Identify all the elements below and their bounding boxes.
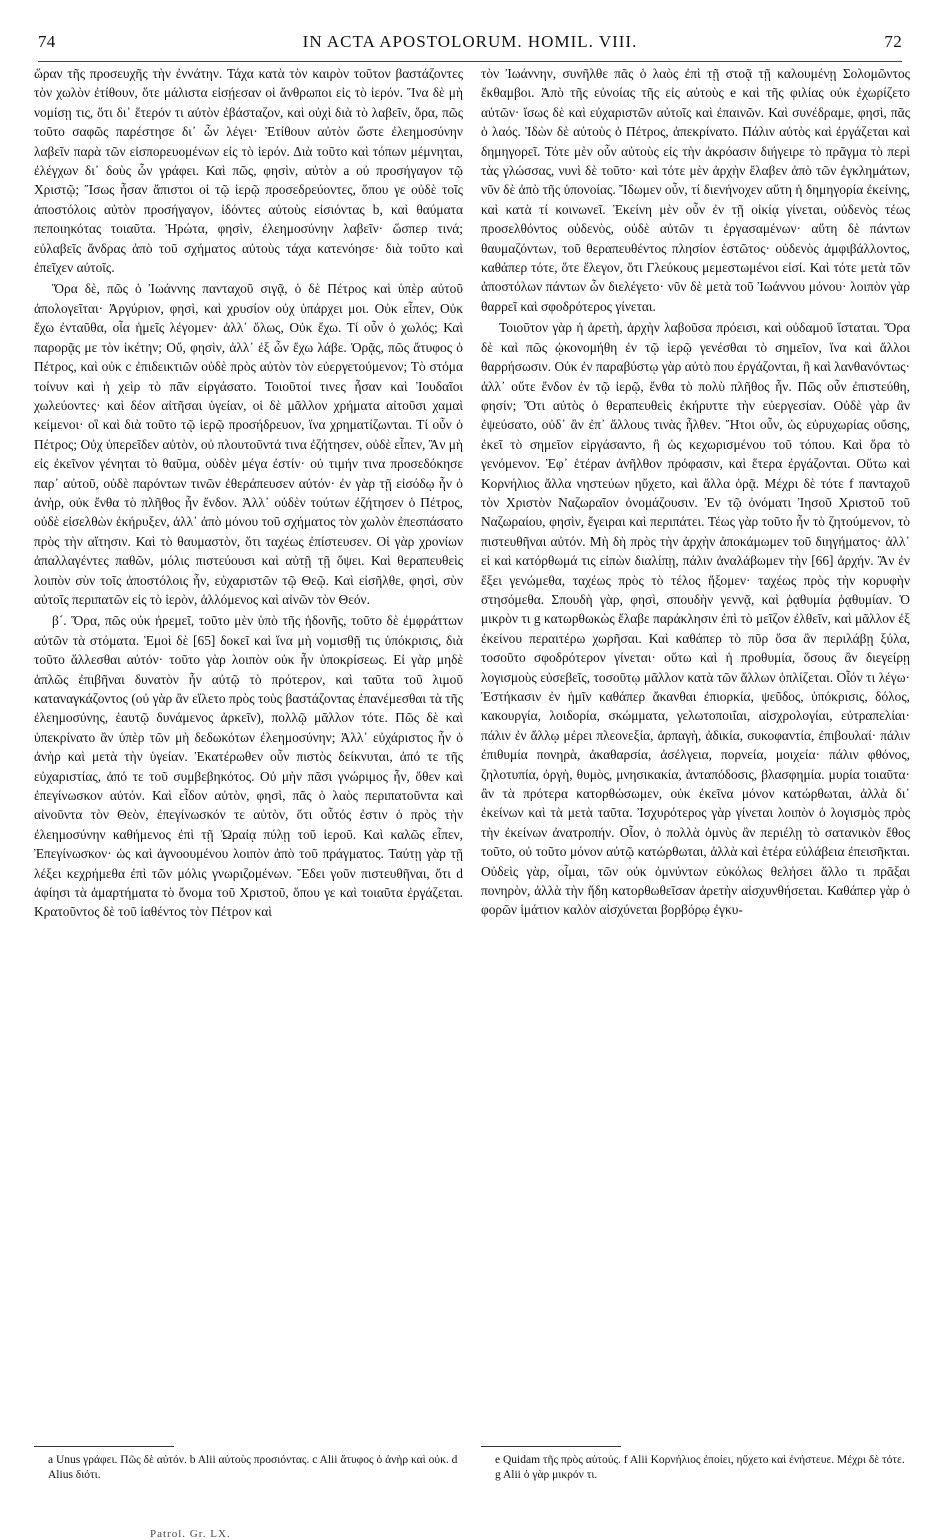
page-header — [38, 32, 902, 62]
footnote: e Quidam τῆς πρὸς αὐτούς. f Alii Κορνήλιος ἐποίει, ηὔχετο καὶ ἐνήστευε. Μέχρι δὲ τότε. g Alii ὁ γὰρ μικρόν τι. — [495, 1454, 905, 1481]
page-number-left: 74 — [38, 32, 56, 51]
running-title: IN ACTA APOSTOLORUM. HOMIL. VIII. — [302, 32, 638, 51]
footnotes-right — [481, 1453, 910, 1525]
text-columns — [34, 64, 910, 1439]
paragraph: Ὅρα δὲ, πῶς ὁ Ἰωάννης πανταχοῦ σιγᾷ, ὁ δὲ Πέτρος καὶ ὑπὲρ αὐτοῦ ἀπολογεῖται· Ἀργύριον, φησὶ, καὶ χρυσίον οὐχ ὑπάρχει μοι. Οὐκ εἶπεν, Οὐκ ἔχω ἐνταῦθα, οἷα ἡμεῖς λέγομεν· ἀλλ᾿ ὅλως, Οὐκ ἔχω. Τί οὖν ὁ χωλός; Καὶ παρορᾷς με τὸν ἱκέτην; Οὔ, φησὶν, ἀλλ᾿ ἐξ ὧν ἔχω λάβε. Ὁρᾷς, πῶς ἄτυφος ὁ Πέτρος, καὶ οὐκ c ἐπιδεικτιῶν οὐδὲ πρὸς αὐτὸν τὸν εὐεργετούμενον; Τὸ στόμα τοίνυν καὶ ἡ χεὶρ τὸ πᾶν εἰργάσατο. Τοιοῦτοί τινες ἦσαν καὶ Ἰουδαῖοι χωλεύοντες· καὶ δέον αἰτῆσαι ὑγείαν, οἱ δὲ μᾶλλον χρήματα αἰτοῦσι χαμαὶ κείμενοι· οἳ καὶ διὰ τοῦτο τῷ ἱερῷ προσήδρευον, ἵνα χρηματίζωνται. Τί οὖν ὁ Πέτρος; Οὐχ ὑπερεῖδεν αὐτὸν, οὐ πλουτοῦντά τινα ἐζήτησεν, οὐδὲ εἶπεν, Ἂν μὴ εἰς ἐκεῖνον γένηται τὸ θαῦμα, οὐδὲν μέγα ἐστίν· οὐ τιμήν τινα προσεδόκησε παρ᾿ αὐτοῦ, οὐδὲ παρόντων τινῶν ἐθεράπευσεν αὐτόν· ἐν γὰρ τῇ εἰσόδῳ ἦν ὁ ἀνὴρ, οὐκ ἔνθα τὸ πλῆθος ἦν ἔνδον. Ἀλλ᾿ οὐδὲν τούτων ἐζήτησεν ὁ Πέτρος, οὐδὲ εἰσελθὼν ἐκήρυξεν, ἀλλ᾿ ἀπὸ μόνου τοῦ σχήματος τὸν χωλὸν ἐπεσπάσατο πρὸς τὴν αἴτησιν. Καὶ τὸ θαυμαστὸν, ὅτι ταχέως ἐπίστευσεν. Οἱ γὰρ χρονίων ἀπαλλαγέντες παθῶν, μόλις πιστεύουσι καὶ αὐτῇ τῇ ὄψει. Καὶ θεραπευθεὶς λοιπὸν σὺν τοῖς ἀποστόλοις ἦν, εὐχαριστῶν τῷ Θεῷ. Καὶ εἰσῆλθε, φησὶ, σὺν αὐτοῖς περιπατῶν εἰς τὸ ἱερὸν, ἁλλόμενος καὶ αἰνῶν τὸν Θεόν. — [34, 281, 463, 607]
right-column — [481, 64, 910, 1439]
paragraph: Τοιοῦτον γὰρ ἡ ἀρετὴ, ἀρχὴν λαβοῦσα πρόεισι, καὶ οὐδαμοῦ ἵσταται. Ὅρα δὲ καὶ πῶς ᾠκονομήθη ἐν τῷ ἱερῷ γενέσθαι τὸ σημεῖον, ἵνα καὶ ἄλλοι θαρρήσωσιν. Οὐκ ἐν παραβύστῳ γὰρ αὐτὸ που ἐργάζονται, ἢ καὶ λανθανόντως· ἀλλ᾿ οὔτε ἔνδον ἐν τῷ ἱερῷ, ἔνθα τὸ πολὺ πλῆθος ἦν. Πῶς οὖν ἐπιστεύθη, φησίν; Ὅτι αὐτὸς ὁ θεραπευθεὶς ἐκήρυττε τὴν εὐεργεσίαν. Οὐδὲ γὰρ ἂν ἐψεύσατο, οὐδ᾿ ἂν ἐπ᾿ ἄλλους τινὰς ἦλθεν. Ἤτοι οὖν, ὡς εὐρυχωρίας οὔσης, ἐκεῖ τὸ σημεῖον εἰργάσαντο, ἢ ὡς κεχωρισμένου τοῦ τόπου. Καὶ ὅρα τὸ γενόμενον. Ἐφ᾿ ἑτέραν ἀνῆλθον πρόφασιν, καὶ ἕτερα ἐργάζονται. Οὕτω καὶ Κορνήλιος ἄλλα νηστεύων ηὔχετο, καὶ ἄλλα ὁρᾷ. Μέχρι δὲ τότε f πανταχοῦ τὸν Χριστὸν Ναζωραῖον ὀνομάζουσιν. Ἐν τῷ ὀνόματι Ἰησοῦ Χριστοῦ τοῦ Ναζωραίου, φησὶν, ἔγειραι καὶ περιπάτει. Τέως γὰρ τοῦτο ἦν τὸ ζητούμενον, τὸ πιστευθῆναι αὐτόν. Μὴ δὴ πρὸς τὴν ἀρχὴν ἀποκάμωμεν τοῦ διηγήματος· ἀλλ᾿ εἰ καὶ κατόρθωμά τις εἰπὼν διαλίπῃ, πάλιν ἀναλάβωμεν τὴν [66] ἀρχήν. Ἂν ἐν ἔξει γενώμεθα, ταχέως πρὸς τὸ τέλος ἥξομεν· ταχέως πρὸς τὴν κορυφὴν στησόμεθα. Σπουδὴ γὰρ, φησὶ, σπουδὴν γεννᾷ, καὶ ῥᾳθυμία ῥᾳθυμίαν. Ὁ μικρὸν τι g κατωρθωκὼς ἔλαβε παράκλησιν ἐπὶ τὸ μεῖζον ἐλθεῖν, καὶ μᾶλλον ἐξ ἐκείνου περαιτέρω χωρῆσαι. Καὶ καθάπερ τὸ πῦρ ὅσα ἂν περιλάβῃ ξύλα, τοσοῦτο σφοδρότερον γίνεται· οὕτω καὶ ἡ προθυμία, ὅσους ἂν διεγείρῃ λογισμοὺς εὐσεβεῖς, τοσοῦτῳ μᾶλλον κατὰ τῶν ἄλλων ὁπλίζεται. Οἷόν τι λέγω· Ἑστήκασιν ἐν ἡμῖν καθάπερ ἄκανθαι ἐπιορκία, ψεῦδος, ὑπόκρισις, δόλος, κακουργία, λοιδορία, σκώμματα, γελωτοποιΐαι, αἰσχρολογίαι, εὐτραπελίαι· πάλιν ἐν ἄλλῳ μέρει πλεονεξία, ἁρπαγὴ, ἀδικία, συκοφαντία, ἐπιβουλαί· πάλιν ἐπιθυμία πονηρὰ, ἀκαθαρσία, ἀσέλγεια, πορνεία, μοιχεία· πάλιν φθόνος, ζηλοτυπία, ὀργὴ, θυμὸς, μνησικακία, ἀνταπόδοσις, βλασφημία. μυρία τοιαῦτα· ἂν τὰ πρότερα κατορθώσωμεν, οὐκ ἐκεῖνα μόνον κατώρθωται, ἀλλὰ δι᾿ ἐκείνων καὶ τὰ μετὰ ταῦτα. Ἰσχυρότερος γὰρ γίνεται λοιπὸν ὁ λογισμὸς πρὸς τὴν ἐκείνων ἀνατροπήν. Οἷον, ὁ πολλὰ ὀμνὺς ἂν περιέλῃ τὸ σατανικὸν ἔθος τοῦτο, οὐ τοῦτο μόνον αὐτῷ κατώρθωται, ἀλλὰ καὶ ἑτέρα εὐλάβεια ἐπεισῆκται. Οὐδεὶς γὰρ, οἶμαι, τῶν οὐκ ὀμνύντων εὐκόλως θελήσει ἄλλο τι πρᾶξαι πονηρὸν, ἀλλὰ τὴν ἤδη κατορθωθεῖσαν ἀρετὴν αἰσχυνθήσεται. Καθάπερ γὰρ ὁ φορῶν ἱμάτιον καλὸν αἰσχύνεται βορβόρῳ ἐγκυ- — [481, 320, 910, 918]
footnotes — [34, 1453, 910, 1525]
paragraph: ὥραν τῆς προσευχῆς τὴν ἐννάτην. Τάχα κατὰ τὸν καιρὸν τοῦτον βαστάζοντες τὸν χωλὸν ἐτίθουν, ὅτε μάλιστα εἰσῄεσαν οἱ ἄνθρωποι εἰς τὸ ἱερόν. Ἵνα δὲ μὴ νομίσῃ τις, ὅτι δι᾿ ἕτερόν τι αὐτὸν ἐβάσταζον, καὶ οὐχὶ διὰ τὸ λαβεῖν, ὅρα, πῶς τοῦτο σαφῶς παρέστησε δι᾿ ὧν λέγει· Ἐτίθουν αὐτὸν ὥστε ἐλεημοσύνην λαβεῖν παρὰ τῶν εἰσπορευομένων εἰς τὸ ἱερόν. Διὰ τοῦτο καὶ τόπων μέμνηται, ἐλέγχων δι᾿ δοὺς ὧν γράφει. Καὶ πῶς, φησὶν, αὐτὸν a οὐ προσήγαγον τῷ Χριστῷ; Ἴσως ἦσαν ἄπιστοι οἱ τῷ ἱερῷ προσεδρεύοντες, ὅπου γε οὐδὲ τοῖς ἀποστόλοις αὐτὸν προσήγαγον, ἰδόντες αὐτοὺς εἰσιόντας b, καὶ θαύματα πεποιηκότας τοιαῦτα. Ἠρώτα, φησὶν, ἐλεημοσύνην λαβεῖν· ὥσπερ τινά; εὐλαβεῖς ἄνδρας ἀπὸ τοῦ σχήματος αὐτοὺς τάχα κατενόησε· διὰ τοῦτο καὶ ἐπεῖχεν αὐτοῖς. — [34, 66, 463, 276]
footnote-rule-left — [34, 1446, 174, 1447]
signature-line: Patrol. Gr. LX. — [150, 1528, 231, 1540]
paragraph: τὸν Ἰωάννην, συνῆλθε πᾶς ὁ λαὸς ἐπὶ τῇ στοᾷ τῇ καλουμένῃ Σολομῶντος ἔκθαμβοι. Ἀπὸ τῆς εὐνοίας τῆς εἰς αὐτοὺς e καὶ τῆς φιλίας οὐκ ἐχωρίζετο αὐτῶν· ἴσως δὲ καὶ εὐχαριστῶν αὐτοῖς καὶ ἐπαινῶν. Καὶ συνέδραμε, φησὶ, πᾶς ὁ λαός. Ἰδὼν δὲ αὐτοὺς ὁ Πέτρος, ἀπεκρίνατο. Πάλιν αὐτὸς καὶ ἐργάζεται καὶ δημηγορεῖ. Τότε μὲν οὖν αὐτοὺς εἰς τὴν ἀκρόασιν διήγειρε τὸ πρᾶγμα τὸ περὶ τὰς γλώσσας, νυνὶ δὲ τοῦτο· καὶ τότε μὲν ἀρχὴν ἔλαβεν ἀπὸ τῶν ἐγκλημάτων, νῦν δὲ ἀπὸ τῆς ὑπονοίας. Ἴδωμεν οὖν, τί διενήνοχεν αὕτη ἡ δημηγορία ἐκείνης, καὶ κατὰ τί κοινωνεῖ. Ἐκείνη μὲν οὖν ἐν τῇ οἰκίᾳ γίνεται, οὐδενὸς τέως προσελθόντος οὐδενὸς, οὐδὲ αὐτῶν τι ἐργασαμένων· αὕτη δὲ πάντων θαυμαζόντων, τοῦ θεραπευθέντος πλησίον ἑστῶτος· οὐδενὸς ἀμφιβάλλοντος, καθάπερ τότε, ὅτε ἔλεγον, ὅτι Γλεύκους μεμεστωμένοι εἰσί. Καὶ τότε μετὰ τῶν ἀποστόλων πάντων ὧν διελέγετο· νῦν δὲ μετὰ τοῦ Ἰωάννου μόνου· λοιπὸν γὰρ θαρρεῖ καὶ σφοδρότερος γίνεται. — [481, 66, 910, 314]
footnote: a Unus γράφει. Πῶς δὲ αὐτόν. b Alii αὐτοὺς προσιόντας. c Alii ἄτυφος ὁ ἀνὴρ καὶ οὐκ. d Alius διότι. — [48, 1454, 458, 1481]
footnote-rule-right — [481, 1446, 621, 1447]
paragraph: β´. Ὅρα, πῶς οὐκ ἠρεμεῖ, τοῦτο μὲν ὑπὸ τῆς ἡδονῆς, τοῦτο δὲ ἐμφράττων αὐτῶν τὰ στόματα. Ἐμοὶ δὲ [65] δοκεῖ καὶ ἵνα μὴ νομισθῇ τις ὑπόκρισις, διὰ τοῦτο ἅλλεσθαι αὐτόν· τοῦτο γὰρ λοιπὸν οὐκ ἦν ὑποκρίσεως. Εἰ γὰρ μηδὲ ἁπλῶς ἐπιβῆναι δυνατὸν ἦν αὐτῷ τὸ πρότερον, καὶ ταῦτα τοῦ λιμοῦ καταναγκάζοντος (οὐ γὰρ ἂν εἵλετο πρὸς τοὺς βαστάζοντας ἐπανέμεσθαι τὰ τῆς ἐλεημοσύνης, ἑαυτῷ δυνάμενος ἀρκεῖν), πολλῷ μᾶλλον τότε. Πῶς δὲ καὶ ὑπεκρίνατο ἂν ὑπὲρ τῶν μὴ δεδωκότων ἐλεημοσύνην; Ἀλλ᾿ εὐχάριστος ἦν ὁ ἀνὴρ καὶ μετὰ τὴν ὑγείαν. Ἑκατέρωθεν οὖν πιστὸς δείκνυται, ἀπό τε τῆς εὐχαριστίας, ἀπό τε τοῦ συμβεβηκότος. Οὐ μὴν πᾶσι γνώριμος ἦν, ὅθεν καὶ ἐπεγίνωσκον αὐτόν. Καὶ εἶδον αὐτὸν, φησὶ, πᾶς ὁ λαὸς περιπατοῦντα καὶ αἰνοῦντα τὸν Θεὸν, ἐπεγίνωσκόν τε αὐτὸν, ὅτι οὗτός ἐστιν ὁ πρὸς τὴν ἐλεημοσύνην καθήμενος ἐπὶ τῇ Ὡραίᾳ πύλῃ τοῦ ἱεροῦ. Καὶ καλῶς εἶπεν, Ἐπεγίνωσκον· ὡς καὶ ἀγνοουμένου λοιπὸν ἀπὸ τοῦ πράγματος. Ταύτῃ γὰρ τῇ λέξει κεχρήμεθα ἐπὶ τῶν μόλις γνωριζομένων. Ἔδει γοῦν πιστευθῆναι, ὅτι d ἀφίησι τὰ ἁμαρτήματα τὸ ὄνομα τοῦ Χριστοῦ, ὅπου γε καὶ τοιαῦτα ἐργάζεται. Κρατοῦντος δὲ τοῦ ἰαθέντος τὸν Πέτρον καὶ — [34, 613, 463, 920]
left-column — [34, 64, 463, 1439]
footnotes-left — [34, 1453, 463, 1525]
page-number-right: 72 — [884, 32, 902, 51]
